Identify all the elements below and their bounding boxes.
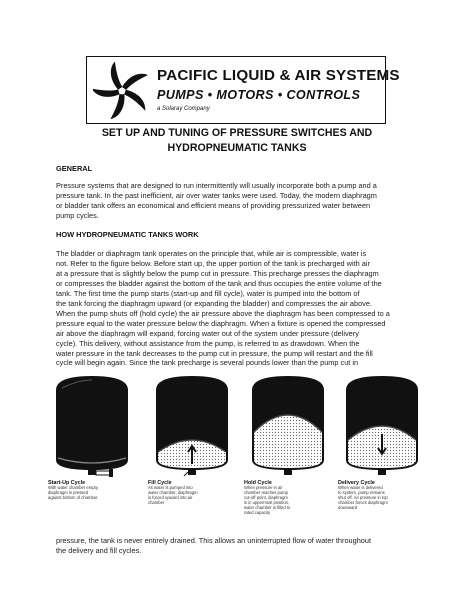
tank-fill xyxy=(148,368,236,506)
pinwheel-logo-icon xyxy=(93,62,151,120)
cycle-name: Hold Cycle xyxy=(244,480,272,486)
caption-line: against bottom of chamber. xyxy=(48,494,99,500)
caption-line: is forced upward into air xyxy=(148,494,193,500)
text-line: pressure tank. In the past inefficient, air over water tanks were used. Today, the modern diaphragm xyxy=(56,190,377,200)
text-line: pump cycles. xyxy=(56,210,99,220)
text-line: the delivery and fill cycles. xyxy=(56,545,142,555)
cycle-name: Delivery Cycle xyxy=(338,480,375,486)
document-title xyxy=(0,126,474,155)
caption-line: downward xyxy=(338,504,358,510)
text-line: cycle). This delivery, without assistance from the pump, is referred to as drawdown. When the xyxy=(56,338,360,348)
hold-tank-illustration xyxy=(244,368,332,480)
caption-line: to system, pump remains xyxy=(338,489,385,495)
text-line: When the pump shuts off (hold cycle) the air pressure above the diaphragm has been compressed to a xyxy=(56,308,390,318)
text-line: the tank forcing the diaphragm upward (or expanding the bladder) and compresses the air above. xyxy=(56,298,372,308)
tank-cycle-diagram xyxy=(48,368,438,528)
cycle-name: Start-Up Cycle xyxy=(48,480,86,486)
title-line: SET UP AND TUNING OF PRESSURE SWITCHES AND xyxy=(101,127,373,139)
caption-line: chamber xyxy=(148,499,165,505)
company-logo xyxy=(86,56,400,124)
text-line: The bladder or diaphragm tank operates on the principle that, while air is compressible, water is xyxy=(56,249,367,258)
how-paragraph xyxy=(56,249,424,368)
text-line: not. Refer to the figure below. Before start up, the upper portion of the tank is precharged with air xyxy=(56,258,370,268)
caption-line: As water is pumped into xyxy=(148,485,193,490)
caption-line: With water chamber empty, xyxy=(48,485,99,490)
closing-paragraph xyxy=(56,536,424,556)
text-line: tank. The first time the pump starts (start-up and fill cycle), water is pumped into the bottom of xyxy=(56,288,360,298)
caption-line: chamber reaches pump xyxy=(244,489,288,495)
cycle-name: Fill Cycle xyxy=(148,480,172,486)
caption-line: water chamber is filled to xyxy=(244,504,291,510)
caption-line: When pressure in air xyxy=(244,485,283,490)
caption-line: cut-off point, diaphragm xyxy=(244,494,288,500)
section-heading-how: HOW HYDROPNEUMATIC TANKS WORK xyxy=(56,230,199,239)
text-line: pressure, the tank is never entirely drained. This allows an uninterrupted flow of water throughout xyxy=(56,536,372,545)
caption-line: diaphragm is pressed xyxy=(48,489,89,495)
title-line: HYDROPNEUMATIC TANKS xyxy=(167,141,307,154)
text-line: cycle will begin again. Since the tank precharge is several pounds lower than the pump cut in xyxy=(56,358,359,368)
caption-line: shut off. Air pressure in top xyxy=(338,494,388,500)
caption-line: is in uppermost position, xyxy=(244,499,290,505)
text-line: air above the diaphragm will expand, forcing water out of the system under pressure (delivery xyxy=(56,328,359,338)
text-line: at a pressure that is slightly below the pump cut in pressure. This precharge presses the diaphragm xyxy=(56,268,379,278)
text-line: Pressure systems that are designed to run intermittently will usually incorporate both a pump and a xyxy=(56,181,377,190)
delivery-tank-illustration xyxy=(338,368,426,480)
caption-line: water chamber, diaphragm xyxy=(148,489,198,495)
tank-hold xyxy=(244,368,332,515)
text-line: or compresses the bladder against the bottom of the tank and thus occupies the entire volume of the xyxy=(56,278,382,288)
fill-tank-illustration xyxy=(148,368,236,480)
general-paragraph xyxy=(56,181,424,221)
caption-line: When water is delivered xyxy=(338,485,383,490)
caption-line: chamber forces diaphragm xyxy=(338,499,388,505)
tank-startup xyxy=(48,368,136,501)
company-name: PACIFIC LIQUID & AIR SYSTEMS xyxy=(157,67,400,84)
company-subtitle: a Solaray Company xyxy=(157,106,210,112)
company-tagline: PUMPS • MOTORS • CONTROLS xyxy=(157,88,361,102)
text-line: water pressure in the tank decreases to the pump cut in pressure, the pump will restart and the fill xyxy=(56,348,373,358)
startup-tank-illustration xyxy=(48,368,136,480)
text-line: or bladder tank offers an economical and efficient means of providing pressurized water between xyxy=(56,200,371,210)
caption-line: rated capacity xyxy=(244,509,271,515)
text-line: pressure equal to the water pressure below the diaphragm. When a fixture is opened the compressed xyxy=(56,318,386,328)
tank-delivery xyxy=(338,368,426,511)
section-heading-general: GENERAL xyxy=(56,164,93,173)
